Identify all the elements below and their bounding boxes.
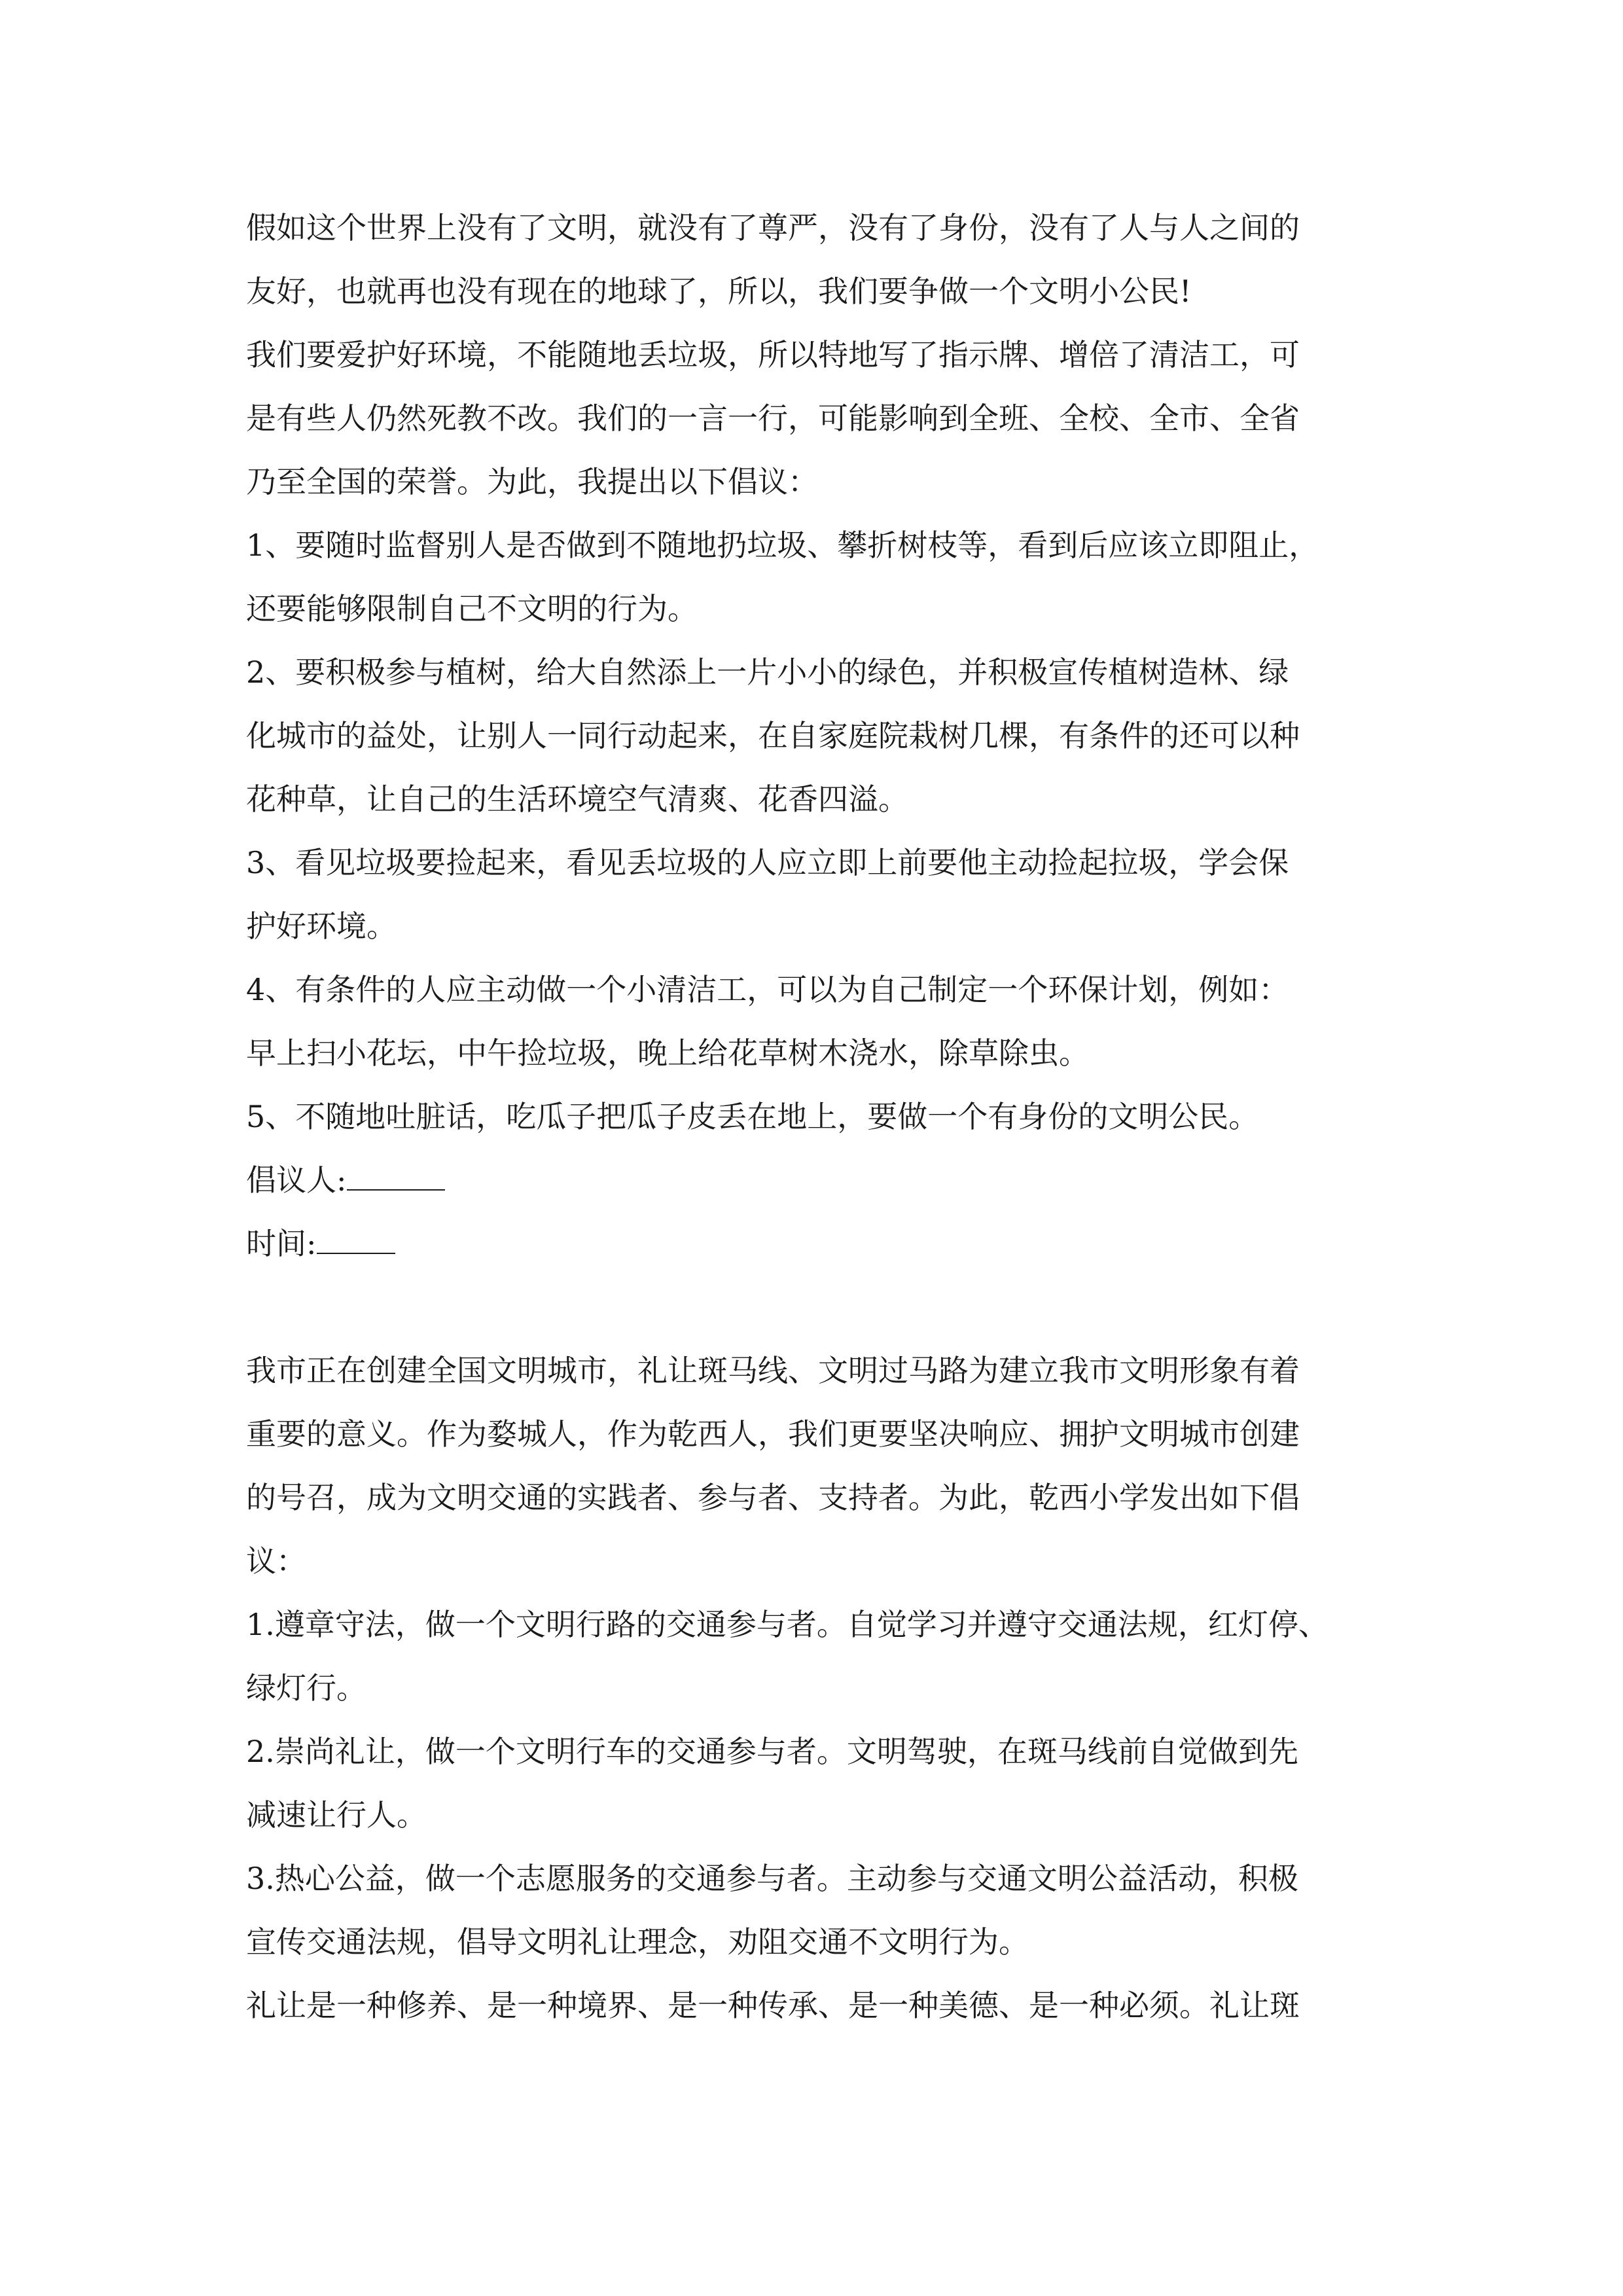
proposer-label: 倡议人: [246,1162,347,1198]
list-item-line: 宣传交通法规，倡导文明礼让理念，劝阻交通不文明行为。 [246,1924,1029,1960]
paragraph-line: 重要的意义。作为婺城人，作为乾西人，我们更要坚决响应、拥护文明城市创建 [246,1416,1300,1452]
list-item-line: 2.崇尚礼让，做一个文明行车的交通参与者。文明驾驶，在斑马线前自觉做到先 [246,1734,1298,1769]
paragraph-line: 我们要爱护好环境，不能随地丢垃圾，所以特地写了指示牌、增倍了清洁工，可 [246,337,1300,372]
paragraph-line: 礼让是一种修养、是一种境界、是一种传承、是一种美德、是一种必须。礼让斑 [246,1988,1300,2023]
list-item-line: 花种草，让自己的生活环境空气清爽、花香四溢。 [246,781,908,817]
list-item-line: 1.遵章守法，做一个文明行路的交通参与者。自觉学习并遵守交通法规，红灯停、 [246,1607,1329,1642]
list-item-line: 还要能够限制自己不文明的行为。 [246,591,698,626]
time-blank [317,1230,395,1254]
list-item-line: 化城市的益处，让别人一同行动起来，在自家庭院栽树几棵，有条件的还可以种 [246,718,1300,753]
list-item-line: 早上扫小花坛，中午捡垃圾，晚上给花草树木浇水，除草除虫。 [246,1035,1089,1071]
list-item-line: 3、看见垃圾要捡起来，看见丢垃圾的人应立即上前要他主动捡起拉圾，学会保 [246,845,1289,880]
time-signature-line [246,1212,1385,1276]
proposal-environment [246,196,1385,1276]
time-label: 时间: [246,1226,317,1261]
paragraph-line: 乃至全国的荣誉。为此，我提出以下倡议： [246,464,818,499]
list-item-line: 护好环境。 [246,908,397,944]
paragraph-line: 友好，也就再也没有现在的地球了，所以，我们要争做一个文明小公民! [246,274,1192,309]
document-body [246,196,1385,2037]
proposal-traffic [246,1339,1385,2037]
paragraph-line: 议： [246,1543,306,1579]
list-item-line: 2、要积极参与植树，给大自然添上一片小小的绿色，并积极宣传植树造林、绿 [246,655,1289,690]
list-item-line: 3.热心公益，做一个志愿服务的交通参与者。主动参与交通文明公益活动，积极 [246,1861,1298,1896]
paragraph-line: 是有些人仍然死教不改。我们的一言一行，可能影响到全班、全校、全市、全省 [246,401,1300,436]
section-divider-space [246,1276,1385,1339]
list-item-line: 1、要随时监督别人是否做到不随地扔垃圾、攀折树枝等，看到后应该立即阻止， [246,528,1319,563]
proposer-blank [347,1167,445,1191]
list-item-line: 4、有条件的人应主动做一个小清洁工，可以为自己制定一个环保计划，例如： [246,972,1289,1007]
list-item-line: 减速让行人。 [246,1797,427,1833]
paragraph-line: 的号召，成为文明交通的实践者、参与者、支持者。为此，乾西小学发出如下倡 [246,1480,1300,1515]
list-item-line: 5、不随地吐脏话，吃瓜子把瓜子皮丢在地上，要做一个有身份的文明公民。 [246,1099,1259,1134]
proposer-signature-line [246,1149,1385,1212]
paragraph-line: 假如这个世界上没有了文明，就没有了尊严，没有了身份，没有了人与人之间的 [246,210,1300,245]
paragraph-line: 我市正在创建全国文明城市，礼让斑马线、文明过马路为建立我市文明形象有着 [246,1353,1300,1388]
list-item-line: 绿灯行。 [246,1670,366,1706]
